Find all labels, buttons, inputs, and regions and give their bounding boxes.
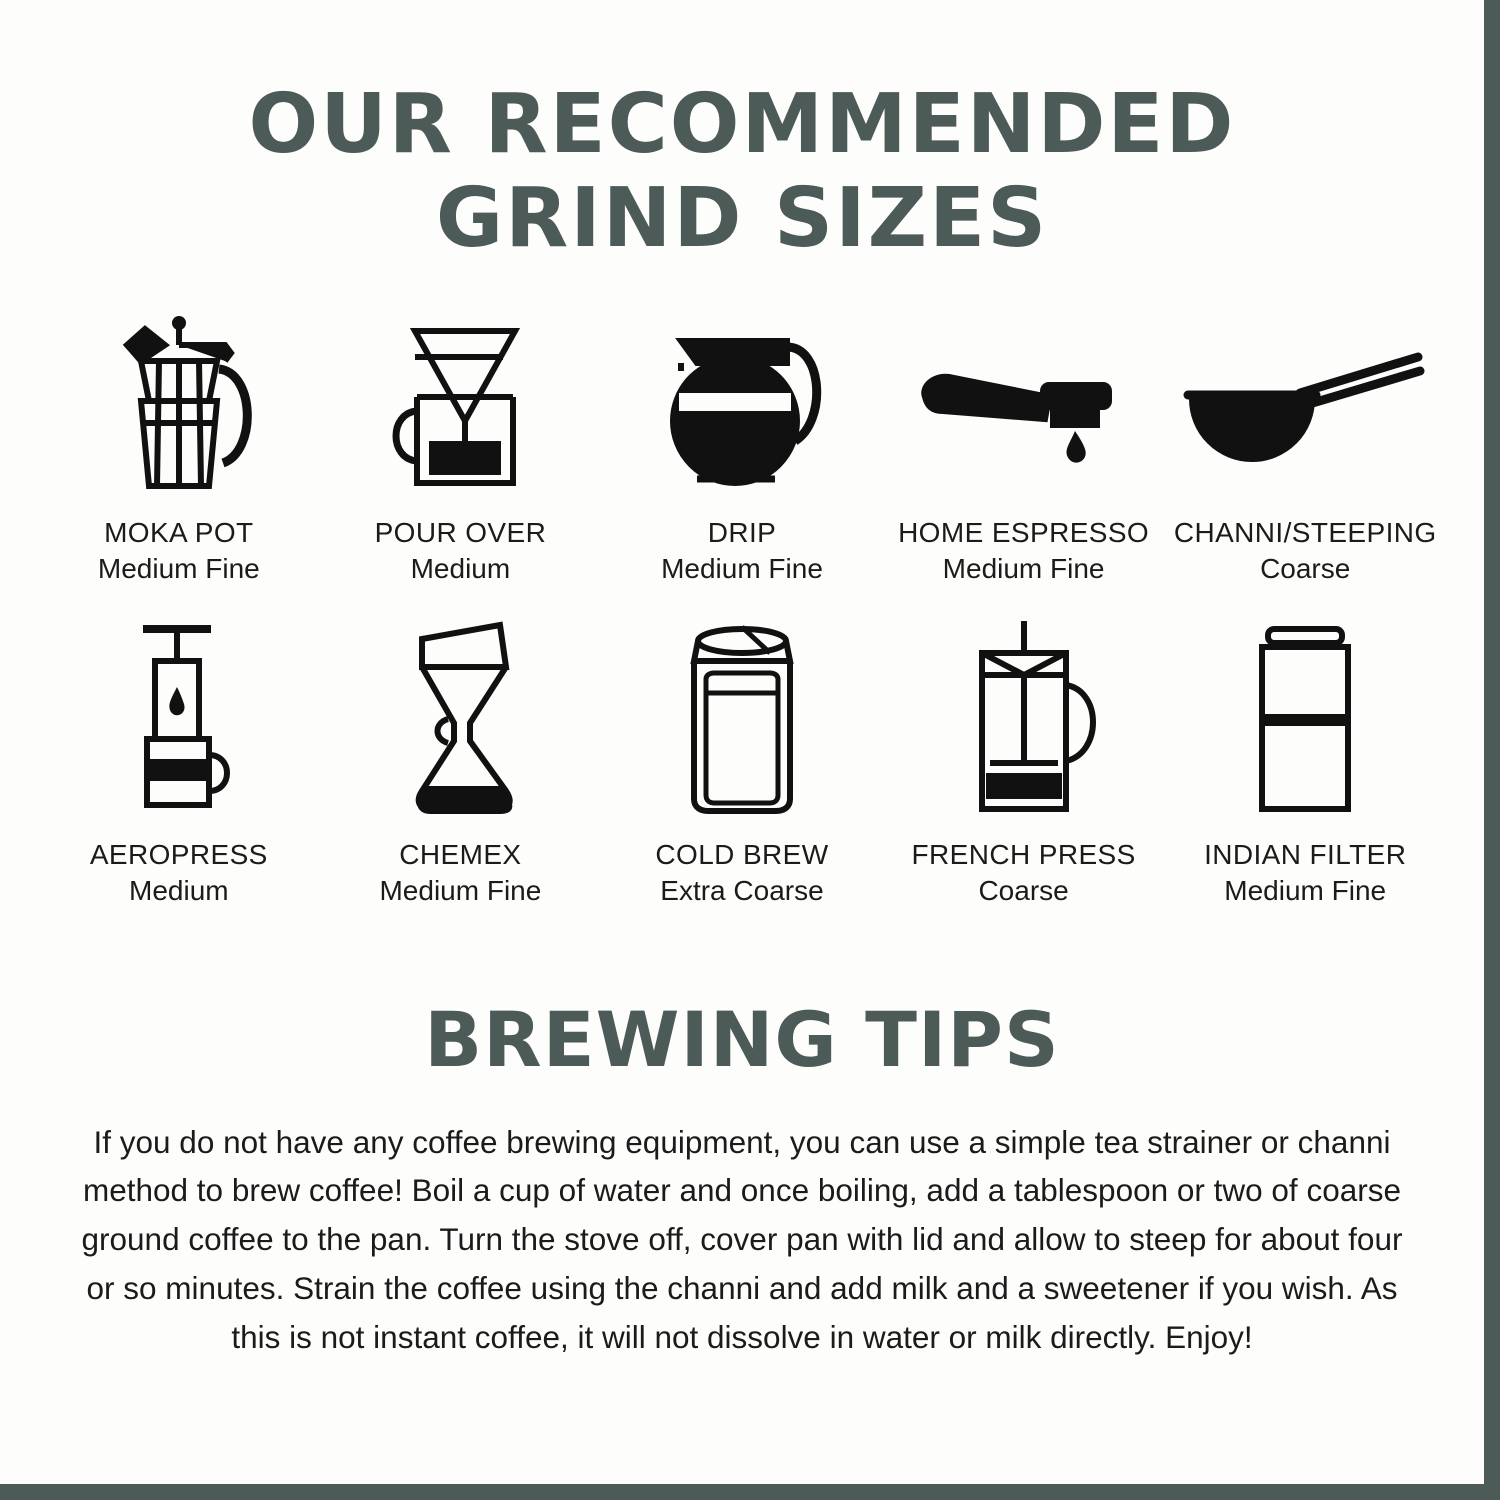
method-label: INDIAN FILTER (1204, 838, 1407, 870)
grind-size-grid (40, 301, 1444, 907)
method-grind: Extra Coarse (660, 874, 824, 906)
method-grind: Medium Fine (661, 552, 823, 584)
method-label: POUR OVER (374, 516, 547, 548)
page-title-line-1: OUR RECOMMENDED (248, 77, 1236, 172)
method-cold-brew (603, 623, 881, 907)
method-grind: Medium Fine (1224, 874, 1387, 906)
method-grind: Medium Fine (942, 552, 1105, 584)
method-grind: Medium Fine (97, 552, 260, 584)
french-press-icon (885, 623, 1163, 823)
method-grind: Medium Fine (379, 874, 542, 906)
method-grind: Medium (129, 874, 229, 906)
cold-brew-jar-icon (603, 623, 881, 823)
method-label: AEROPRESS (89, 838, 268, 870)
aeropress-icon (40, 623, 318, 823)
moka-pot-icon (40, 301, 318, 501)
strainer-icon (1166, 301, 1444, 501)
method-label: MOKA POT (104, 516, 254, 548)
brewing-tips-title: BREWING TIPS (424, 994, 1060, 1084)
pour-over-icon (322, 301, 600, 501)
method-aeropress (40, 623, 318, 907)
method-indian-filter (1166, 623, 1444, 907)
drip-carafe-icon (603, 301, 881, 501)
chemex-icon (322, 623, 600, 823)
indian-filter-icon (1166, 623, 1444, 823)
page-title (40, 0, 1444, 267)
method-label: CHANNI/STEEPING (1173, 516, 1437, 548)
method-label: HOME ESPRESSO (898, 516, 1150, 548)
method-label: CHEMEX (399, 838, 522, 870)
method-drip (603, 301, 881, 585)
method-pour-over (322, 301, 600, 585)
method-label: FRENCH PRESS (911, 838, 1136, 870)
method-chemex (322, 623, 600, 907)
method-grind: Coarse (1260, 552, 1351, 584)
method-home-espresso (885, 301, 1163, 585)
page-title-line-2: GRIND SIZES (435, 171, 1049, 267)
portafilter-icon (885, 301, 1163, 501)
method-french-press (885, 623, 1163, 907)
method-moka-pot (40, 301, 318, 585)
method-grind: Coarse (978, 874, 1069, 906)
method-channi-steeping (1166, 301, 1444, 585)
method-grind: Medium (410, 552, 511, 584)
method-label: DRIP (707, 516, 777, 548)
brewing-tips-body: If you do not have any coffee brewing equipment, you can use a simple tea strainer or channi method to brew coffee! Boil a cup of water and once boiling, add a tablespoon or two of coarse ground coffee to the pan. Turn the stove off, cover pan with lid and allow to steep for about four or so minutes. Strain the coffee using the channi and add milk and a sweetener if you wish. As this is not instant coffee, it will not dissolve in water or milk directly. Enjoy! (81, 1123, 1403, 1355)
method-label: COLD BREW (655, 838, 829, 870)
brewing-tips-section (40, 995, 1444, 1362)
